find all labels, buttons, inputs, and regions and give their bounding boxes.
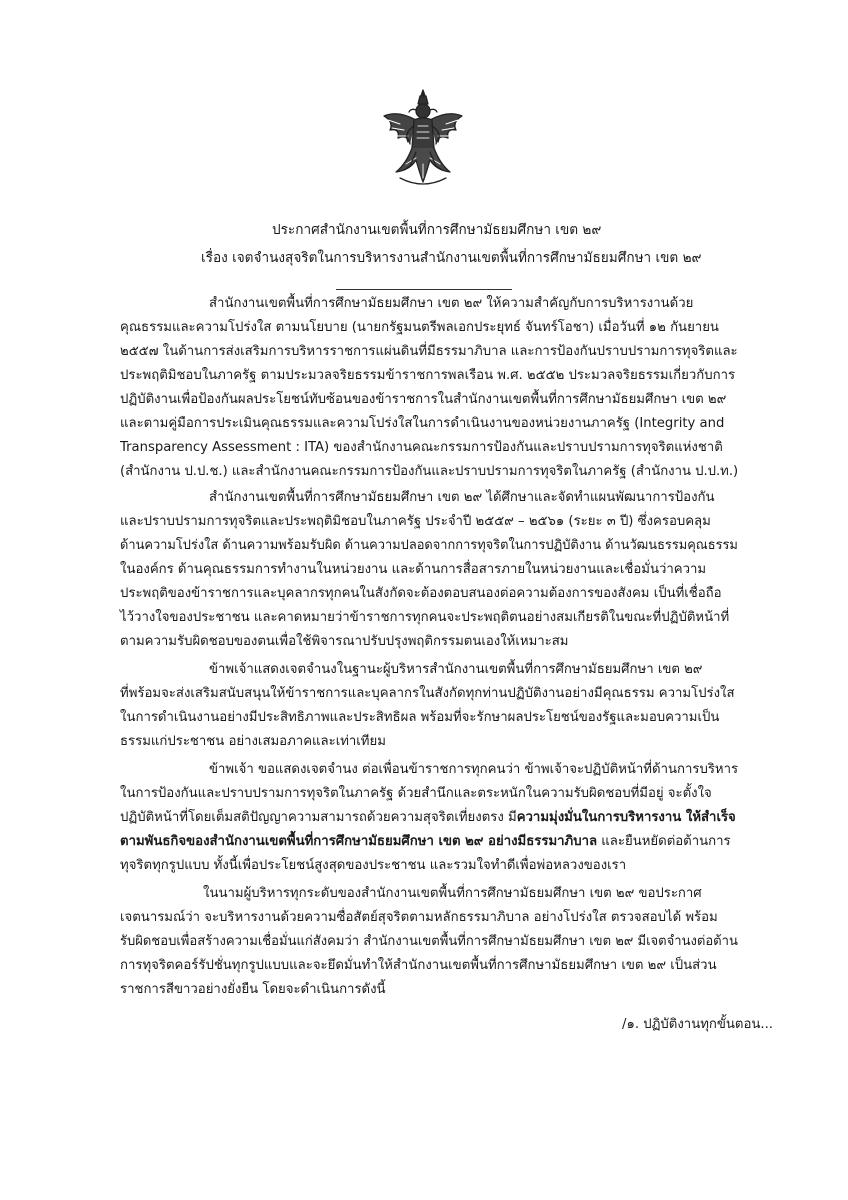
body-line: ประพฤติของข้าราชการและบุคลากรทุกคนในสังกัดจะต้องตอบสนองต่อความต้องการของสังคม เป็นที่เชื่อถือ [120,586,722,601]
subject-line: เรื่อง เจตจำนงสุจริตในการบริหารงานสำนักงานเขตพื้นที่การศึกษามัธยมศึกษา เขต ๒๙ [201,250,702,266]
body-line: ข้าพเจ้าแสดงเจตจำนงในฐานะผู้บริหารสำนักงานเขตพื้นที่การศึกษามัธยมศึกษา เขต ๒๙ [209,662,703,677]
body-line: รับผิดชอบเพื่อสร้างความเชื่อมั่นแก่สังคมว่า สำนักงานเขตพื้นที่การศึกษามัธยมศึกษา เขต ๒๙ มีเจตจำนงต่อต้าน [120,934,738,949]
body-line: Transparency Assessment : ITA) ของสำนักงานคณะกรรมการป้องกันและปราบปรามการทุจริตแห่งชาติ [120,440,723,455]
body-line: การทุจริตคอร์รัปชั่นทุกรูปแบบและจะยึดมั่นทำให้สำนักงานเขตพื้นที่การศึกษามัธยมศึกษา เขต ๒๙ เป็นส่วน [120,958,717,973]
body-line: ในองค์กร ด้านคุณธรรมการทำงานในหน่วยงาน และด้านการสื่อสารภายในหน่วยงานและเชื่อมั่นว่าความ [120,562,707,577]
emphasis-text: ความมุ่งมั่นในการบริหารงาน ให้สำเร็จ [516,810,736,825]
body-line: และตามคู่มือการประเมินคุณธรรมและความโปร่งใสในการดำเนินงานของหน่วยงานภาครัฐ (Integrity and [120,416,725,431]
body-line [120,806,736,830]
body-line: (สำนักงาน ป.ป.ช.) และสำนักงานคณะกรรมการป้องกันและปราบปรามการทุจริตในภาครัฐ (สำนักงาน ป.ป.ท.) [120,464,739,479]
body-line: ด้านความโปร่งใส ด้านความพร้อมรับผิด ด้านความปลอดจากการทุจริตในการปฏิบัติงาน ด้านวัฒนธรรมคุณธรรม [120,538,738,553]
body-line: เจตนารมณ์ว่า จะบริหารงานด้วยความซื่อสัตย์สุจริตตามหลักธรรมาภิบาล อย่างโปร่งใส ตรวจสอบได้ พร้อม [120,910,718,925]
body-line: ราชการสีขาวอย่างยั่งยืน โดยจะดำเนินการดังนี้ [120,982,386,997]
heading-divider [336,289,512,290]
continuation-note: /๑. ปฏิบัติงานทุกขั้นตอน... [622,1017,773,1032]
body-line: ประพฤติมิชอบในภาครัฐ ตามประมวลจริยธรรมข้าราชการพลเรือน พ.ศ. ๒๕๕๒ ประมวลจริยธรรมเกี่ยวกับการ [120,368,736,383]
announcement-title: ประกาศสำนักงานเขตพื้นที่การศึกษามัธยมศึกษา เขต ๒๙ [272,222,602,238]
body-text: ปฏิบัติหน้าที่โดยเต็มสติปัญญาความสามารถด้วยความสุจริตเที่ยงตรง มี [120,810,517,825]
body-line: ตามความรับผิดชอบของตนเพื่อใช้พิจารณาปรับปรุงพฤติกรรมตนเองให้เหมาะสม [120,634,569,649]
body-line: ทุจริตทุกรูปแบบ ทั้งนี้เพื่อประโยชน์สูงสุดของประชาชน และรวมใจทำดีเพื่อพ่อหลวงของเรา [120,858,627,873]
body-line [120,830,731,854]
body-line: ๒๕๕๗ ในด้านการส่งเสริมการบริหารราชการแผ่นดินที่มีธรรมาภิบาล และการป้องกันปราบปรามการทุจริตและ [120,344,738,359]
body-line: ในการดำเนินงานอย่างมีประสิทธิภาพและประสิทธิผล พร้อมที่จะรักษาผลประโยชน์ของรัฐและมอบความเป็น [120,710,720,725]
body-text: และยืนหยัดต่อต้านการ [597,834,731,849]
body-line: ปฏิบัติงานเพื่อป้องกันผลประโยชน์ทับซ้อนของข้าราชการในสำนักงานเขตพื้นที่การศึกษามัธยมศึกษา เขต ๒๙ [120,392,727,407]
body-line: ในการป้องกันและปราบปรามการทุจริตในภาครัฐ ด้วยสำนึกและตระหนักในความรับผิดชอบที่มีอยู่ จะตั้งใจ [120,786,712,801]
garuda-emblem-icon [376,86,470,196]
emphasis-text: ตามพันธกิจของสำนักงานเขตพื้นที่การศึกษามัธยมศึกษา เขต ๒๙ อย่างมีธรรมาภิบาล [120,834,598,849]
body-line: คุณธรรมและความโปร่งใส ตามนโยบาย (นายกรัฐมนตรีพลเอกประยุทธ์ จันทร์โอชา) เมื่อวันที่ ๑๒ กันยายน [120,320,719,335]
body-line: ไว้วางใจของประชาชน และคาดหมายว่าข้าราชการทุกคนจะประพฤติตนอย่างสมเกียรติในขณะที่ปฏิบัติหน้าที่ [120,610,730,625]
body-line: และปราบปรามการทุจริตและประพฤติมิชอบในภาครัฐ ประจำปี ๒๕๕๙ – ๒๕๖๑ (ระยะ ๓ ปี) ซึ่งครอบคลุม [120,514,711,529]
body-line: ข้าพเจ้า ขอแสดงเจตจำนง ต่อเพื่อนข้าราชการทุกคนว่า ข้าพเจ้าจะปฏิบัติหน้าที่ด้านการบริหาร [209,762,739,777]
body-line: ธรรมแก่ประชาชน อย่างเสมอภาคและเท่าเทียม [120,734,386,749]
body-line: สำนักงานเขตพื้นที่การศึกษามัธยมศึกษา เขต ๒๙ ให้ความสำคัญกับการบริหารงานด้วย [209,296,694,311]
body-line: ที่พร้อมจะส่งเสริมสนับสนุนให้ข้าราชการและบุคลากรในสังกัดทุกท่านปฏิบัติงานอย่างมีคุณธรรม ความโปร่งใส [120,686,735,701]
body-line: สำนักงานเขตพื้นที่การศึกษามัธยมศึกษา เขต ๒๙ ได้ศึกษาและจัดทำแผนพัฒนาการป้องกัน [209,490,715,505]
body-line: ในนามผู้บริหารทุกระดับของสำนักงานเขตพื้นที่การศึกษามัธยมศึกษา เขต ๒๙ ขอประกาศ [203,886,702,901]
